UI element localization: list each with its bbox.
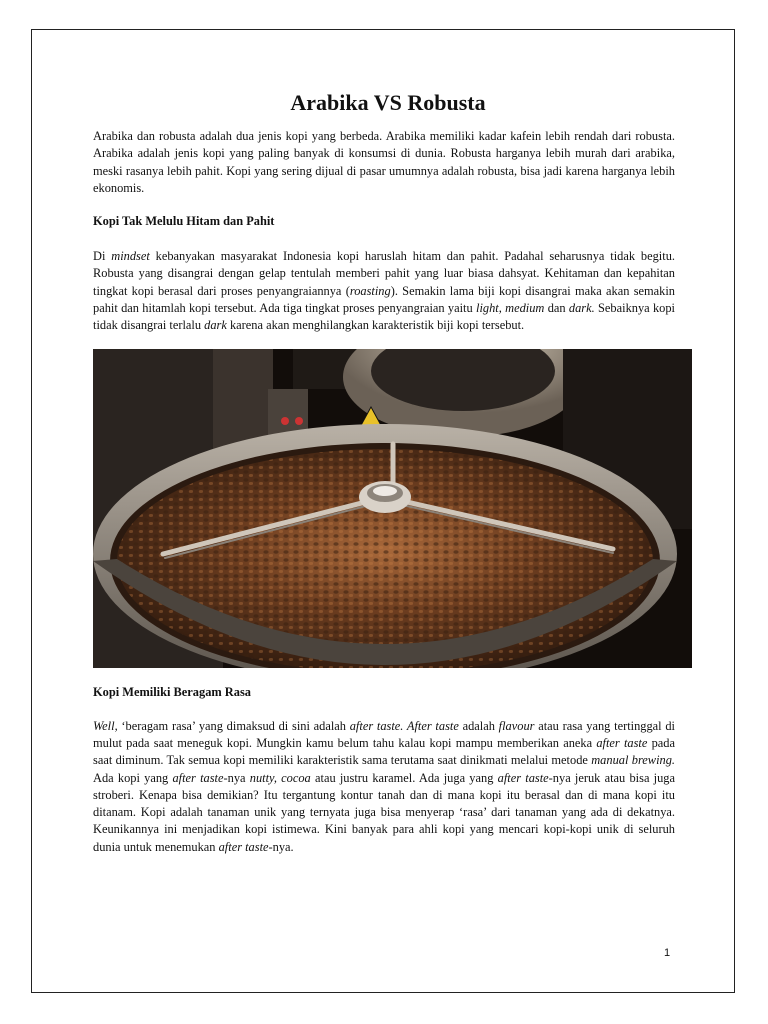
intro-paragraph: Arabika dan robusta adalah dua jenis kopi yang berbeda. Arabika memiliki kadar kafein lebih rendah dari robusta. Arabika adalah jenis kopi yang paling banyak di konsumsi di dunia. Robusta harganya lebih murah dari arabika, meski rasanya lebih pahit. Kopi yang sering dijual di pasar umumnya adalah robusta, bisa jadi karena harganya lebih ekonomis.: [93, 129, 675, 195]
section-heading-hitam-pahit: Kopi Tak Melulu Hitam dan Pahit: [93, 214, 275, 229]
section-paragraph-after-taste: Well, ‘beragam rasa’ yang dimaksud di sini adalah after taste. After taste adalah flavour atau rasa yang tertinggal di mulut pada saat meneguk kopi. Mungkin kamu belum tahu kalau kopi mampu memberikan aneka after taste pada saat diminum. Tak semua kopi memiliki karakteristik sama terutama saat dinikmati melalui metode manual brewing. Ada kopi yang after taste-nya nutty, cocoa atau justru karamel. Ada juga yang after taste-nya jeruk atau bisa juga stroberi. Kenapa bisa demikian? Itu tergantung kontur tanah dan di mana kopi itu berasal dan di mana kopi itu ditanam. Kopi adalah tanaman unik yang ternyata juga bisa menyerap ‘rasa’ dari tanaman yang ada di dekatnya. Keunikannya ini menjadikan kopi istimewa. Kini banyak para ahli kopi yang mencari kopi-kopi unik di seluruh dunia untuk menemukan after taste-nya.: [93, 718, 676, 854]
section-paragraph-roasting: Di mindset kebanyakan masyarakat Indonesia kopi haruslah hitam dan pahit. Padahal seharusnya tidak begitu. Robusta yang disangrai dengan gelap tentulah memberi pahit yang luar biasa dahsyat. Kehitaman dan kepahitan tingkat kopi berasal dari proses penyangraiannya (roasting). Semakin lama biji kopi disangrai maka akan semakin pahit dan hitamlah kopi tersebut. Ada tiga tingkat proses penyangraian yaitu light, medium dan dark. Sebaiknya kopi tidak disangrai terlalu dark karena akan menghilangkan karakteristik biji kopi tersebut.: [93, 249, 675, 333]
document-body: [93, 88, 675, 856]
page-number: 1: [664, 947, 671, 959]
coffee-roaster-photo: [93, 349, 692, 668]
section-heading-beragam-rasa: Kopi Memiliki Beragam Rasa: [93, 684, 251, 699]
document-title: Arabika VS Robusta: [290, 90, 486, 115]
